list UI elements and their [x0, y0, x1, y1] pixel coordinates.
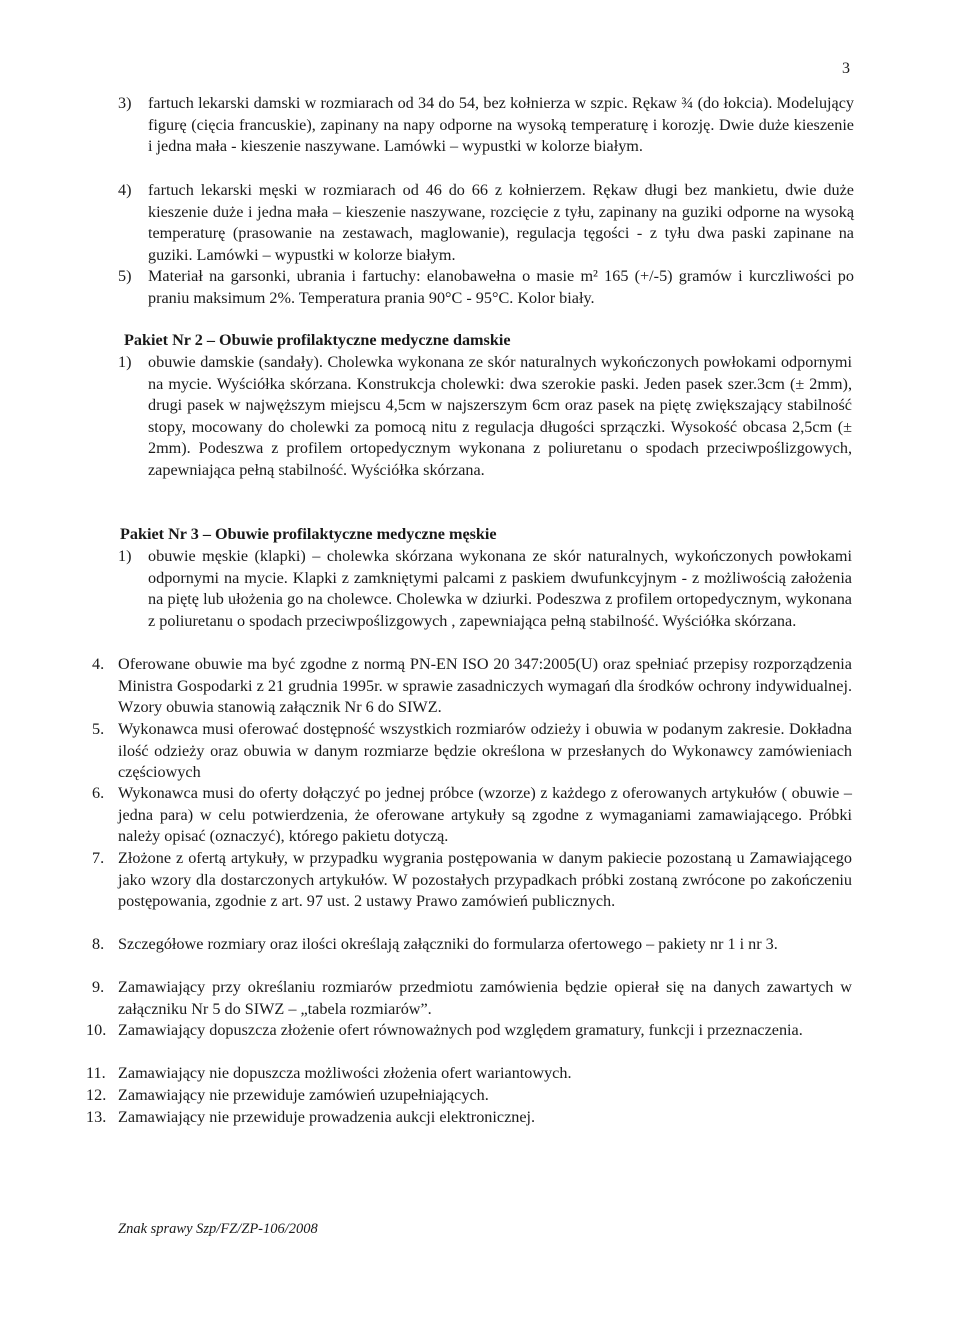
point-text: Złożone z ofertą artykuły, w przypadku wygrania postępowania w danym pakiecie pozostaną u Zamawiającego jako wzory dla dostarczonych artykułów. W pozostałych przypadkach próbki zostaną zwrócone po zakończeniu postępowania, zgodnie z art. 97 ust. 2 ustawy Prawo zamówień publicznych. — [118, 849, 852, 911]
point-text: Zamawiający przy określaniu rozmiarów przedmiotu zamówienia będzie opierał się na danych zawartych w załączniku Nr 5 do SIWZ – „tabela rozmiarów”. — [118, 978, 852, 1018]
list-number: 5) — [118, 267, 132, 285]
point-number: 6. — [92, 784, 105, 802]
point-number: 9. — [92, 978, 105, 996]
point-number: 11. — [86, 1064, 106, 1082]
point-number: 5. — [92, 720, 105, 738]
point-text: Wykonawca musi do oferty dołączyć po jednej próbce (wzorze) z każdego z oferowanych artykułów ( obuwie – jedna para) w celu potwierdzenia, że oferowane artykuły są zgodne z wymaganiami zamawiającego. Próbki należy opisać (oznaczyć), którego pakietu dotyczą. — [118, 784, 852, 846]
list-item-text: Materiał na garsonki, ubrania i fartuchy: elanobawełna o masie m² 165 (+/-5) gramów i kurczliwości po praniu maksimum 2%. Temperatura prania 90°C - 95°C. Kolor biały. — [148, 267, 854, 307]
point-number: 8. — [92, 935, 105, 953]
point-text: Zamawiający nie przewiduje prowadzenia aukcji elektronicznej. — [118, 1108, 536, 1126]
point-text: Zamawiający nie przewiduje zamówień uzupełniających. — [118, 1086, 489, 1104]
point-number: 4. — [92, 655, 105, 673]
list-number: 3) — [118, 94, 132, 112]
list-item-text: fartuch lekarski damski w rozmiarach od 34 do 54, bez kołnierza w szpic. Rękaw ¾ (do łokcia). Modelujący figurę (cięcia francuskie), zapinany na napy odporne na wysoką temperaturę i korozję. Dwie duże kieszenie i jedna mała - kieszenie naszywane. Lamówki – wypustki w kolorze białym. — [148, 94, 854, 156]
point-number: 13. — [86, 1108, 107, 1126]
point-text: Wykonawca musi oferować dostępność wszystkich rozmiarów odzieży i obuwia w podanym zakresie. Dokładna ilość odzieży oraz obuwia w danym rozmiarze będzie określona w przesłanych do Wykonawcy zamówieniach częściowych — [118, 720, 852, 782]
list-number: 1) — [118, 353, 132, 371]
list-item-text: obuwie damskie (sandały). Cholewka wykonana ze skór naturalnych wykończonych powłokami odpornymi na mycie. Wyściółka skórzana. Konstrukcja cholewki: dwa szerokie paski. Jeden pasek szer.3cm (± 2mm), drugi pasek w najwęższym miejscu 4,5cm w najszerszym 6cm oraz pasek na piętę zwiększający stabilność stopy, mocowany do cholewki za pomocą nitu z regulacja długości sprzączki. Wysokość obcasa 2,5cm (± 2mm). Podeszwa z profilem ortopedycznym wykonana z poliuretanu o spodach przeciwpoślizgowych, zapewniająca pełną stabilność. Wyściółka skórzana. — [148, 353, 852, 479]
page-number: 3 — [842, 60, 850, 77]
section-heading-pakiet-3: Pakiet Nr 3 – Obuwie profilaktyczne medyczne męskie — [120, 525, 497, 543]
point-text: Zamawiający nie dopuszcza możliwości złożenia ofert wariantowych. — [118, 1064, 572, 1082]
section-heading-pakiet-2: Pakiet Nr 2 – Obuwie profilaktyczne medyczne damskie — [124, 331, 511, 349]
point-number: 12. — [86, 1086, 107, 1104]
list-number: 1) — [118, 547, 132, 565]
list-number: 4) — [118, 181, 132, 199]
point-text: Szczegółowe rozmiary oraz ilości określają załączniki do formularza ofertowego – pakiety nr 1 i nr 3. — [118, 935, 778, 953]
list-item-text: fartuch lekarski męski w rozmiarach od 46 do 66 z kołnierzem. Rękaw długi bez mankietu, dwie duże kieszenie duże i jedna mała – kieszenie naszywane, rozcięcie z tyłu, zapinany na guziki odporne na wysoką temperaturę (prasowanie na zestawach, maglowanie), regulacja tęgości - z tyłu dwa paski zapinane na guziki. Lamówki – wypustki w kolorze białym. — [148, 181, 854, 264]
point-number: 10. — [86, 1021, 107, 1039]
point-number: 7. — [92, 849, 105, 867]
point-text: Oferowane obuwie ma być zgodne z normą PN-EN ISO 20 347:2005(U) oraz spełniać przepisy rozporządzenia Ministra Gospodarki z 21 grudnia 1995r. w sprawie zasadniczych wymagań dla środków ochrony indywidualnej. Wzory obuwia stanowią załącznik Nr 6 do SIWZ. — [118, 655, 852, 717]
point-text: Zamawiający dopuszcza złożenie ofert równoważnych pod względem gramatury, funkcji i przeznaczenia. — [118, 1021, 803, 1039]
case-reference-footer: Znak sprawy Szp/FZ/ZP-106/2008 — [118, 1221, 318, 1237]
list-item-text: obuwie męskie (klapki) – cholewka skórzana wykonana ze skór naturalnych, wykończonych powłokami odpornymi na mycie. Klapki z zamkniętymi palcami z paskiem dwufunkcyjnym - z możliwością założenia na piętę lub ułożenia go na cholewce. Cholewka w dziurki. Podeszwa z profilem ortopedycznym, wykonana z poliuretanu o spodach przeciwpoślizgowych , zapewniająca pełną stabilność. Wyściółka skórzana. — [148, 547, 852, 630]
